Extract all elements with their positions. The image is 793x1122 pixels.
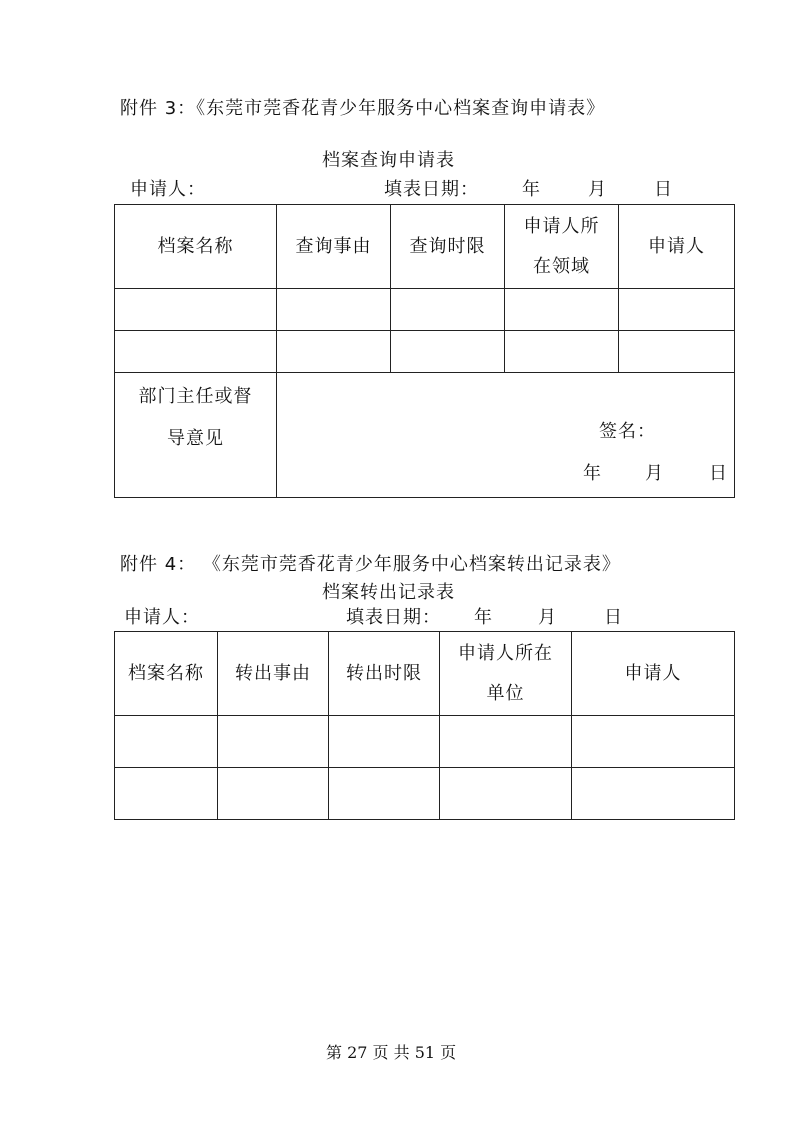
blank-cell[interactable] [218, 716, 329, 768]
signature-date-month: 月 [645, 463, 664, 484]
column-header: 查询事由 [277, 205, 391, 289]
attachment4-date-day: 日 [604, 607, 622, 628]
signature-date-year: 年 [583, 463, 602, 484]
attachment3-date-year: 年 [522, 179, 540, 200]
attachment4-date-month: 月 [538, 607, 556, 628]
archive-query-table [114, 204, 735, 498]
blank-cell[interactable] [329, 716, 440, 768]
blank-cell[interactable] [277, 289, 391, 331]
blank-cell[interactable] [505, 331, 619, 373]
header-row [115, 632, 735, 716]
attachment3-date-day: 日 [654, 179, 672, 200]
attachment3-date-month: 月 [588, 179, 606, 200]
comment-entry-cell[interactable] [277, 373, 735, 498]
column-header: 查询时限 [391, 205, 505, 289]
attachment3-heading: 附件 3：《东莞市莞香花青少年服务中心档案查询申请表》 [120, 98, 606, 119]
table-row [115, 768, 735, 820]
table-row [115, 716, 735, 768]
page-number: 第 27 页 共 51 页 [326, 1043, 457, 1062]
blank-cell[interactable] [440, 716, 572, 768]
attachment4-heading: 附件 4： 《东莞市莞香花青少年服务中心档案转出记录表》 [120, 554, 621, 575]
attachment4-form-title: 档案转出记录表 [322, 582, 455, 603]
column-header: 申请人所在 单位 [440, 632, 572, 716]
signature-date-day: 日 [709, 463, 728, 484]
column-header: 档案名称 [115, 205, 277, 289]
attachment4-fill-date-label: 填表日期： [346, 607, 441, 628]
blank-cell[interactable] [115, 768, 218, 820]
blank-cell[interactable] [440, 768, 572, 820]
column-header: 档案名称 [115, 632, 218, 716]
blank-cell[interactable] [391, 289, 505, 331]
archive-transfer-table [114, 631, 735, 820]
blank-cell[interactable] [218, 768, 329, 820]
blank-cell[interactable] [115, 716, 218, 768]
blank-cell[interactable] [115, 289, 277, 331]
column-header: 申请人 [619, 205, 735, 289]
table-row [115, 331, 735, 373]
attachment3-fill-date-label: 填表日期： [384, 179, 479, 200]
attachment3-form-title: 档案查询申请表 [322, 150, 455, 171]
header-row [115, 205, 735, 289]
comment-label-cell: 部门主任或督 导意见 [115, 373, 277, 498]
column-header: 申请人所 在领域 [505, 205, 619, 289]
attachment4-date-year: 年 [474, 607, 492, 628]
attachment4-applicant-label: 申请人： [124, 607, 200, 628]
blank-cell[interactable] [277, 331, 391, 373]
column-header: 转出时限 [329, 632, 440, 716]
blank-cell[interactable] [572, 716, 735, 768]
table-row [115, 289, 735, 331]
column-header: 转出事由 [218, 632, 329, 716]
attachment3-applicant-label: 申请人： [130, 179, 206, 200]
blank-cell[interactable] [391, 331, 505, 373]
blank-cell[interactable] [619, 331, 735, 373]
blank-cell[interactable] [505, 289, 619, 331]
signature-label: 签名： [599, 421, 656, 442]
comment-row [115, 373, 735, 498]
blank-cell[interactable] [329, 768, 440, 820]
blank-cell[interactable] [572, 768, 735, 820]
blank-cell[interactable] [115, 331, 277, 373]
column-header: 申请人 [572, 632, 735, 716]
blank-cell[interactable] [619, 289, 735, 331]
